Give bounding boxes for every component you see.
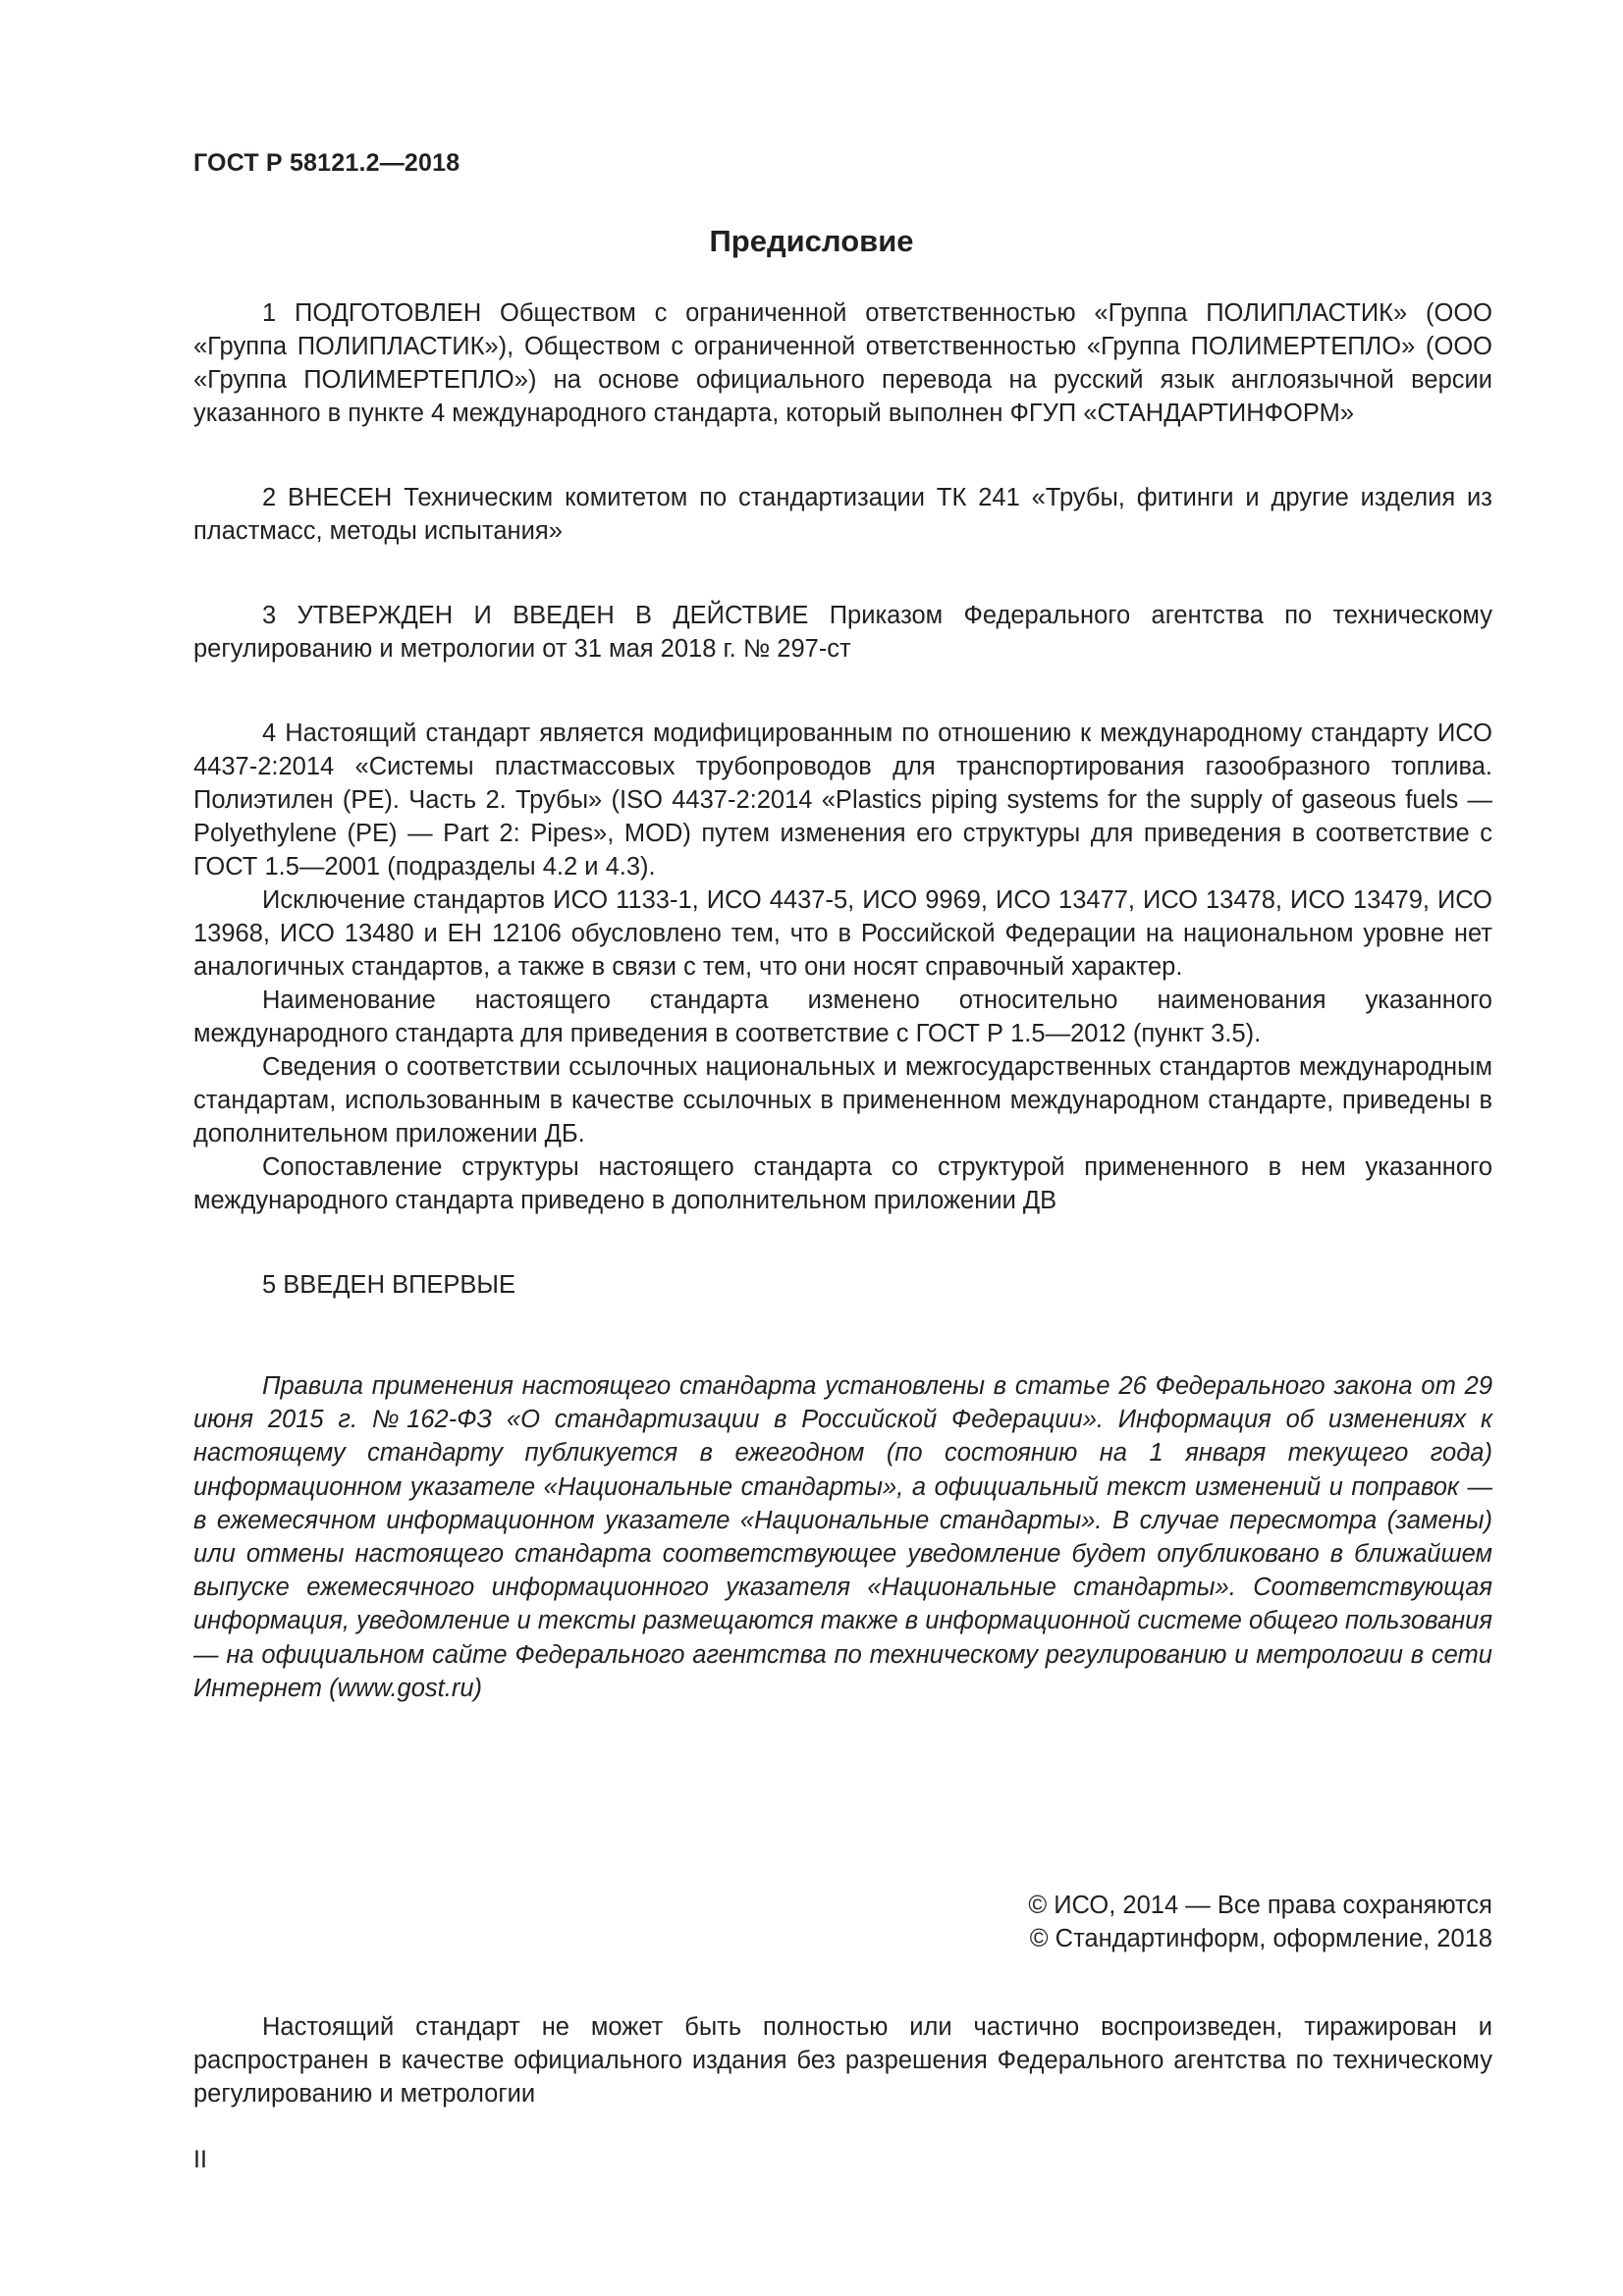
preface-item-4-structure: Сопоставление структуры настоящего стандарта со структурой примененного в нем указанного международного стандарта приведено в дополнительном приложении ДВ [193, 1153, 1492, 1214]
preface-item-3: 3 УТВЕРЖДЕН И ВВЕДЕН В ДЕЙСТВИЕ Приказом Федерального агентства по техническому регулированию и метрологии от 31 мая 2018 г. № 297-ст [193, 602, 1492, 663]
preface-items [193, 296, 1492, 1302]
page-number: II [193, 2146, 207, 2173]
preface-item-5: 5 ВВЕДЕН ВПЕРВЫЕ [262, 1271, 516, 1299]
preface-item-2: 2 ВНЕСЕН Техническим комитетом по стандартизации ТК 241 «Трубы, фитинги и другие изделия из пластмасс, методы испытания» [193, 484, 1492, 545]
rules-notice-text: Правила применения настоящего стандарта установлены в статье 26 Федерального закона от 29 июня 2015 г. №162-ФЗ «О стандартизации в Российской Федерации». Информация об изменениях к настоящему стандарту публикуется в ежегодном (по состоянию на 1 января текущего года) информационном указателе «Национальные стандарты», а официальный текст изменений и поправок — в ежемесячном информационном указателе «Национальные стандарты». В случае пересмотра (замены) или отмены настоящего стандарта соответствующее уведомление будет опубликовано в ближайшем выпуске ежемесячного информационного указателя «Национальные стандарты». Соответствующая информация, уведомление и тексты размещаются также в информационной системе общего пользования — на официальном сайте Федерального агентства по техническому регулированию и метрологии в сети Интернет (www.gost.ru) [193, 1372, 1492, 1702]
document-code: ГОСТ Р 58121.2—2018 [193, 149, 460, 177]
copyright-standartinform: © Стандартинформ, оформление, 2018 [1029, 1925, 1492, 1952]
preface-item-1: 1 ПОДГОТОВЛЕН Обществом с ограниченной ответственностью «Группа ПОЛИПЛАСТИК» (ООО «Группа ПОЛИПЛАСТИК»), Обществом с ограниченной ответственностью «Группа ПОЛИМЕРТЕПЛО» (ООО «Группа ПОЛИМЕРТЕПЛО») на основе официального перевода на русский язык англоязычной версии указанного в пункте 4 международного стандарта, который выполнен ФГУП «СТАНДАРТИНФОРМ» [193, 299, 1492, 427]
copyright-iso: © ИСО, 2014 — Все права сохраняются [1028, 1892, 1492, 1919]
reproduction-notice-text: Настоящий стандарт не может быть полностью или частично воспроизведен, тиражирован и распространен в качестве официального издания без разрешения Федерального агентства по техническому регулированию и метрологии [193, 2013, 1492, 2108]
copyright-block [1028, 1889, 1492, 1955]
rules-notice [193, 1369, 1492, 1705]
preface-item-4-references: Сведения о соответствии ссылочных национальных и межгосударственных стандартов международным стандартам, использованным в качестве ссылочных в примененном международном стандарте, приведены в дополнительном приложении ДБ. [193, 1053, 1492, 1148]
reproduction-notice [193, 2010, 1492, 2110]
preface-item-4-exclusion: Исключение стандартов ИСО 1133-1, ИСО 4437-5, ИСО 9969, ИСО 13477, ИСО 13478, ИСО 13479, ИСО 13968, ИСО 13480 и ЕН 12106 обусловлено тем, что в Российской Федерации на национальном уровне нет аналогичных стандартов, а также в связи с тем, что они носят справочный характер. [193, 886, 1492, 981]
preface-item-4: 4 Настоящий стандарт является модифицированным по отношению к международному стандарту ИСО 4437-2:2014 «Системы пластмассовых трубопроводов для транспортирования газообразного топлива. Полиэтилен (PE). Часть 2. Трубы» (ISO 4437-2:2014 «Plastics piping systems for the supply of gaseous fuels — Polyethylene (PE) — Part 2: Pipes», MOD) путем изменения его структуры для приведения в соответствие с ГОСТ 1.5—2001 (подразделы 4.2 и 4.3). [193, 720, 1492, 881]
page-title: Предисловие [709, 224, 914, 258]
preface-item-4-name-change: Наименование настоящего стандарта изменено относительно наименования указанного международного стандарта для приведения в соответствие с ГОСТ Р 1.5—2012 (пункт 3.5). [193, 987, 1492, 1047]
